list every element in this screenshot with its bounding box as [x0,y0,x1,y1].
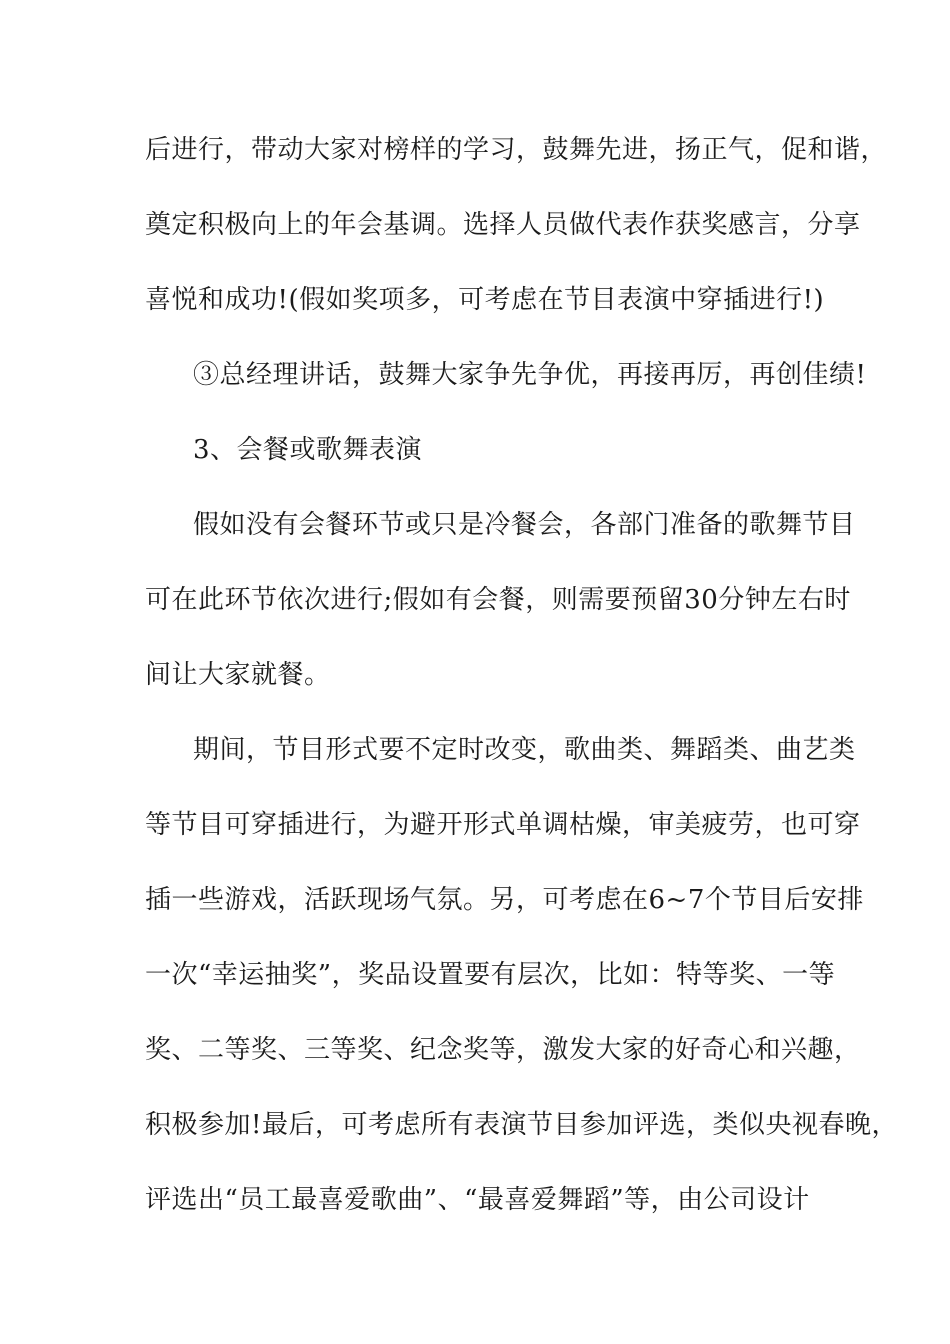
text-line-7: 可在此环节依次进行;假如有会餐，则需要预留30分钟左右时 [145,585,851,615]
text-line-4: ③总经理讲话，鼓舞大家争先争优，再接再厉，再创佳绩! [193,360,867,390]
text-line-12: 一次“幸运抽奖”，奖品设置要有层次，比如：特等奖、一等 [145,960,836,990]
text-line-14: 积极参加!最后，可考虑所有表演节目参加评选，类似央视春晚， [145,1110,898,1140]
text-line-11: 插一些游戏，活跃现场气氛。另，可考虑在6~7个节目后安排 [145,885,864,915]
text-line-6: 假如没有会餐环节或只是冷餐会，各部门准备的歌舞节目 [193,510,856,540]
text-line-10: 等节目可穿插进行，为避开形式单调枯燥，审美疲劳，也可穿 [145,810,861,840]
section-heading: 3、会餐或歌舞表演 [193,435,423,465]
text-line-9: 期间，节目形式要不定时改变，歌曲类、舞蹈类、曲艺类 [193,735,856,765]
text-line-8: 间让大家就餐。 [145,660,331,690]
text-line-1: 后进行，带动大家对榜样的学习，鼓舞先进，扬正气，促和谐， [145,135,888,165]
text-line-2: 奠定积极向上的年会基调。选择人员做代表作获奖感言，分享 [145,210,861,240]
text-line-13: 奖、二等奖、三等奖、纪念奖等，激发大家的好奇心和兴趣， [145,1035,861,1065]
text-line-15: 评选出“员工最喜爱歌曲”、“最喜爱舞蹈”等，由公司设计 [145,1185,810,1215]
text-line-3: 喜悦和成功!(假如奖项多，可考虑在节目表演中穿插进行!) [145,285,825,315]
